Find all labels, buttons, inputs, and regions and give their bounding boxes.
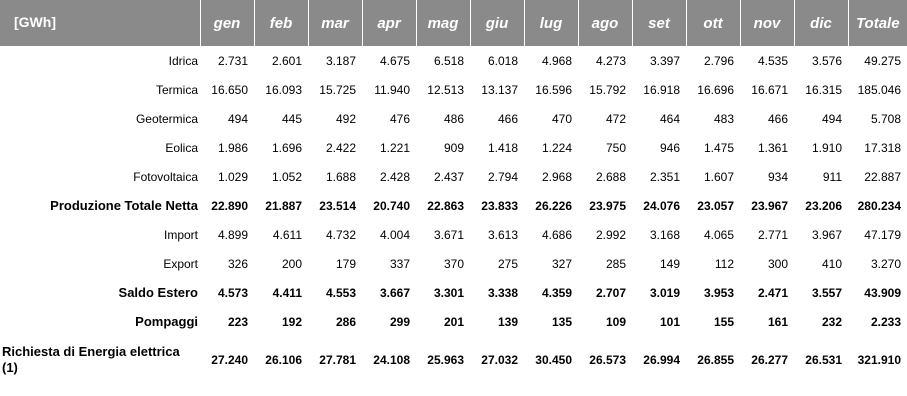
row-label: Import <box>163 227 198 242</box>
value-cell: 201 <box>443 314 464 329</box>
total-cell: 49.275 <box>864 53 901 68</box>
value-cell: 483 <box>713 111 734 126</box>
value-cell: 326 <box>227 256 248 271</box>
value-cell: 6.518 <box>433 53 464 68</box>
total-cell: 17.318 <box>864 140 901 155</box>
value-cell: 1.910 <box>811 140 842 155</box>
value-cell: 911 <box>822 169 842 184</box>
value-cell: 466 <box>767 111 788 126</box>
value-cell: 3.613 <box>487 227 518 242</box>
value-cell: 3.576 <box>811 53 842 68</box>
value-cell: 337 <box>389 256 410 271</box>
value-cell: 23.206 <box>805 198 842 213</box>
total-cell: 43.909 <box>864 285 901 300</box>
value-cell: 4.273 <box>595 53 626 68</box>
value-cell: 470 <box>551 111 572 126</box>
table-row <box>0 249 907 278</box>
column-header-lug: lug <box>524 0 578 46</box>
value-cell: 4.686 <box>541 227 572 242</box>
value-cell: 21.887 <box>265 198 302 213</box>
column-header-ago: ago <box>578 0 632 46</box>
value-cell: 1.361 <box>757 140 788 155</box>
total-cell: 280.234 <box>857 198 901 213</box>
value-cell: 3.397 <box>649 53 680 68</box>
value-cell: 285 <box>605 256 626 271</box>
value-cell: 112 <box>714 256 734 271</box>
value-cell: 16.696 <box>697 82 734 97</box>
value-cell: 161 <box>767 314 788 329</box>
value-cell: 23.833 <box>481 198 518 213</box>
value-cell: 16.650 <box>211 82 248 97</box>
table-row <box>0 307 907 336</box>
column-header-mag: mag <box>416 0 470 46</box>
value-cell: 23.975 <box>589 198 626 213</box>
value-cell: 4.675 <box>379 53 410 68</box>
total-cell: 47.179 <box>864 227 901 242</box>
row-label: Fotovoltaica <box>133 169 198 184</box>
value-cell: 4.732 <box>325 227 356 242</box>
value-cell: 2.794 <box>487 169 518 184</box>
value-cell: 24.076 <box>643 198 680 213</box>
value-cell: 4.968 <box>541 53 572 68</box>
value-cell: 2.796 <box>703 53 734 68</box>
value-cell: 3.338 <box>487 285 518 300</box>
value-cell: 1.029 <box>217 169 248 184</box>
value-cell: 26.277 <box>751 353 788 367</box>
header-row <box>0 0 907 46</box>
table-row <box>0 336 907 384</box>
value-cell: 2.601 <box>271 53 302 68</box>
value-cell: 466 <box>497 111 518 126</box>
value-cell: 2.428 <box>379 169 410 184</box>
value-cell: 149 <box>659 256 680 271</box>
value-cell: 909 <box>443 140 464 155</box>
value-cell: 494 <box>227 111 248 126</box>
table-body <box>0 46 907 384</box>
column-header-giu: giu <box>470 0 524 46</box>
value-cell: 24.108 <box>373 353 410 367</box>
value-cell: 2.992 <box>595 227 626 242</box>
value-cell: 1.221 <box>379 140 410 155</box>
value-cell: 223 <box>227 314 248 329</box>
value-cell: 4.611 <box>272 227 302 242</box>
value-cell: 946 <box>659 140 680 155</box>
table-row <box>0 278 907 307</box>
value-cell: 22.863 <box>427 198 464 213</box>
value-cell: 2.471 <box>757 285 788 300</box>
value-cell: 3.671 <box>433 227 464 242</box>
value-cell: 2.731 <box>217 53 248 68</box>
row-label: Saldo Estero <box>118 285 198 300</box>
value-cell: 139 <box>497 314 518 329</box>
value-cell: 16.918 <box>643 82 680 97</box>
table-row <box>0 162 907 191</box>
value-cell: 275 <box>497 256 518 271</box>
value-cell: 4.573 <box>217 285 248 300</box>
value-cell: 445 <box>281 111 302 126</box>
value-cell: 15.792 <box>589 82 626 97</box>
value-cell: 26.573 <box>589 353 626 367</box>
value-cell: 23.057 <box>697 198 734 213</box>
total-cell: 2.233 <box>870 314 901 329</box>
value-cell: 23.514 <box>319 198 356 213</box>
value-cell: 200 <box>281 256 302 271</box>
total-cell: 185.046 <box>857 82 901 97</box>
value-cell: 1.607 <box>703 169 734 184</box>
table-row <box>0 46 907 75</box>
value-cell: 4.359 <box>541 285 572 300</box>
value-cell: 3.019 <box>649 285 680 300</box>
value-cell: 23.967 <box>751 198 788 213</box>
value-cell: 3.301 <box>433 285 464 300</box>
column-header-totale: Totale <box>855 14 900 32</box>
value-cell: 1.418 <box>487 140 518 155</box>
value-cell: 26.226 <box>535 198 572 213</box>
value-cell: 2.688 <box>595 169 626 184</box>
value-cell: 179 <box>335 256 356 271</box>
row-label: Export <box>163 256 198 271</box>
value-cell: 232 <box>821 314 842 329</box>
value-cell: 4.004 <box>379 227 410 242</box>
value-cell: 2.968 <box>541 169 572 184</box>
value-cell: 11.940 <box>374 82 410 97</box>
value-cell: 26.994 <box>643 353 680 367</box>
value-cell: 494 <box>821 111 842 126</box>
value-cell: 6.018 <box>487 53 518 68</box>
value-cell: 370 <box>443 256 464 271</box>
value-cell: 476 <box>389 111 410 126</box>
value-cell: 3.557 <box>811 285 842 300</box>
value-cell: 22.890 <box>211 198 248 213</box>
row-label: Richiesta di Energia elettrica (1) <box>2 344 180 375</box>
value-cell: 135 <box>551 314 572 329</box>
column-header-gen: gen <box>200 0 254 46</box>
value-cell: 3.168 <box>649 227 680 242</box>
column-header-mar: mar <box>308 0 362 46</box>
value-cell: 26.106 <box>265 353 302 367</box>
value-cell: 1.475 <box>703 140 734 155</box>
value-cell: 299 <box>389 314 410 329</box>
value-cell: 101 <box>659 314 680 329</box>
value-cell: 492 <box>335 111 356 126</box>
value-cell: 3.667 <box>379 285 410 300</box>
value-cell: 1.688 <box>325 169 356 184</box>
value-cell: 3.967 <box>811 227 842 242</box>
value-cell: 4.553 <box>325 285 356 300</box>
total-cell: 3.270 <box>870 256 901 271</box>
value-cell: 25.963 <box>427 353 464 367</box>
value-cell: 934 <box>767 169 788 184</box>
value-cell: 472 <box>605 111 626 126</box>
value-cell: 16.671 <box>751 82 788 97</box>
value-cell: 15.725 <box>319 82 356 97</box>
table-row <box>0 133 907 162</box>
value-cell: 410 <box>821 256 842 271</box>
table-row <box>0 104 907 133</box>
value-cell: 13.137 <box>481 82 518 97</box>
value-cell: 1.224 <box>541 140 572 155</box>
value-cell: 2.437 <box>433 169 464 184</box>
value-cell: 2.707 <box>595 285 626 300</box>
total-cell: 5.708 <box>870 111 901 126</box>
row-label: Pompaggi <box>135 314 198 329</box>
column-header-dic: dic <box>794 0 848 46</box>
row-label: Eolica <box>165 140 198 155</box>
value-cell: 192 <box>281 314 302 329</box>
row-label: Idrica <box>168 53 198 68</box>
value-cell: 16.596 <box>535 82 572 97</box>
column-header-apr: apr <box>362 0 416 46</box>
value-cell: 27.240 <box>211 353 248 367</box>
total-cell: 22.887 <box>864 169 901 184</box>
value-cell: 1.986 <box>217 140 248 155</box>
column-header-ott: ott <box>686 0 740 46</box>
column-header-set: set <box>632 0 686 46</box>
value-cell: 327 <box>551 256 572 271</box>
value-cell: 155 <box>713 314 734 329</box>
value-cell: 1.696 <box>271 140 302 155</box>
value-cell: 4.411 <box>272 285 302 300</box>
value-cell: 109 <box>605 314 626 329</box>
value-cell: 286 <box>335 314 356 329</box>
value-cell: 2.771 <box>757 227 788 242</box>
row-label: Geotermica <box>135 111 198 126</box>
value-cell: 3.187 <box>325 53 356 68</box>
value-cell: 1.052 <box>271 169 302 184</box>
value-cell: 27.781 <box>319 353 356 367</box>
value-cell: 2.422 <box>325 140 356 155</box>
value-cell: 16.315 <box>805 82 842 97</box>
value-cell: 26.531 <box>805 353 842 367</box>
value-cell: 12.513 <box>427 82 464 97</box>
column-header-nov: nov <box>740 0 794 46</box>
column-header-feb: feb <box>254 0 308 46</box>
total-cell: 321.910 <box>857 353 901 367</box>
unit-header: [GWh] <box>0 0 200 46</box>
value-cell: 20.740 <box>373 198 410 213</box>
value-cell: 27.032 <box>481 353 518 367</box>
table-row <box>0 191 907 220</box>
value-cell: 4.899 <box>217 227 248 242</box>
row-label: Termica <box>155 82 198 97</box>
value-cell: 464 <box>659 111 680 126</box>
value-cell: 300 <box>767 256 788 271</box>
value-cell: 2.351 <box>649 169 680 184</box>
table-row <box>0 220 907 249</box>
value-cell: 16.093 <box>265 82 302 97</box>
row-label: Produzione Totale Netta <box>50 198 198 213</box>
table-row <box>0 75 907 104</box>
value-cell: 3.953 <box>703 285 734 300</box>
value-cell: 4.065 <box>703 227 734 242</box>
value-cell: 750 <box>605 140 626 155</box>
value-cell: 30.450 <box>535 353 572 367</box>
value-cell: 4.535 <box>757 53 788 68</box>
value-cell: 26.855 <box>697 353 734 367</box>
value-cell: 486 <box>443 111 464 126</box>
